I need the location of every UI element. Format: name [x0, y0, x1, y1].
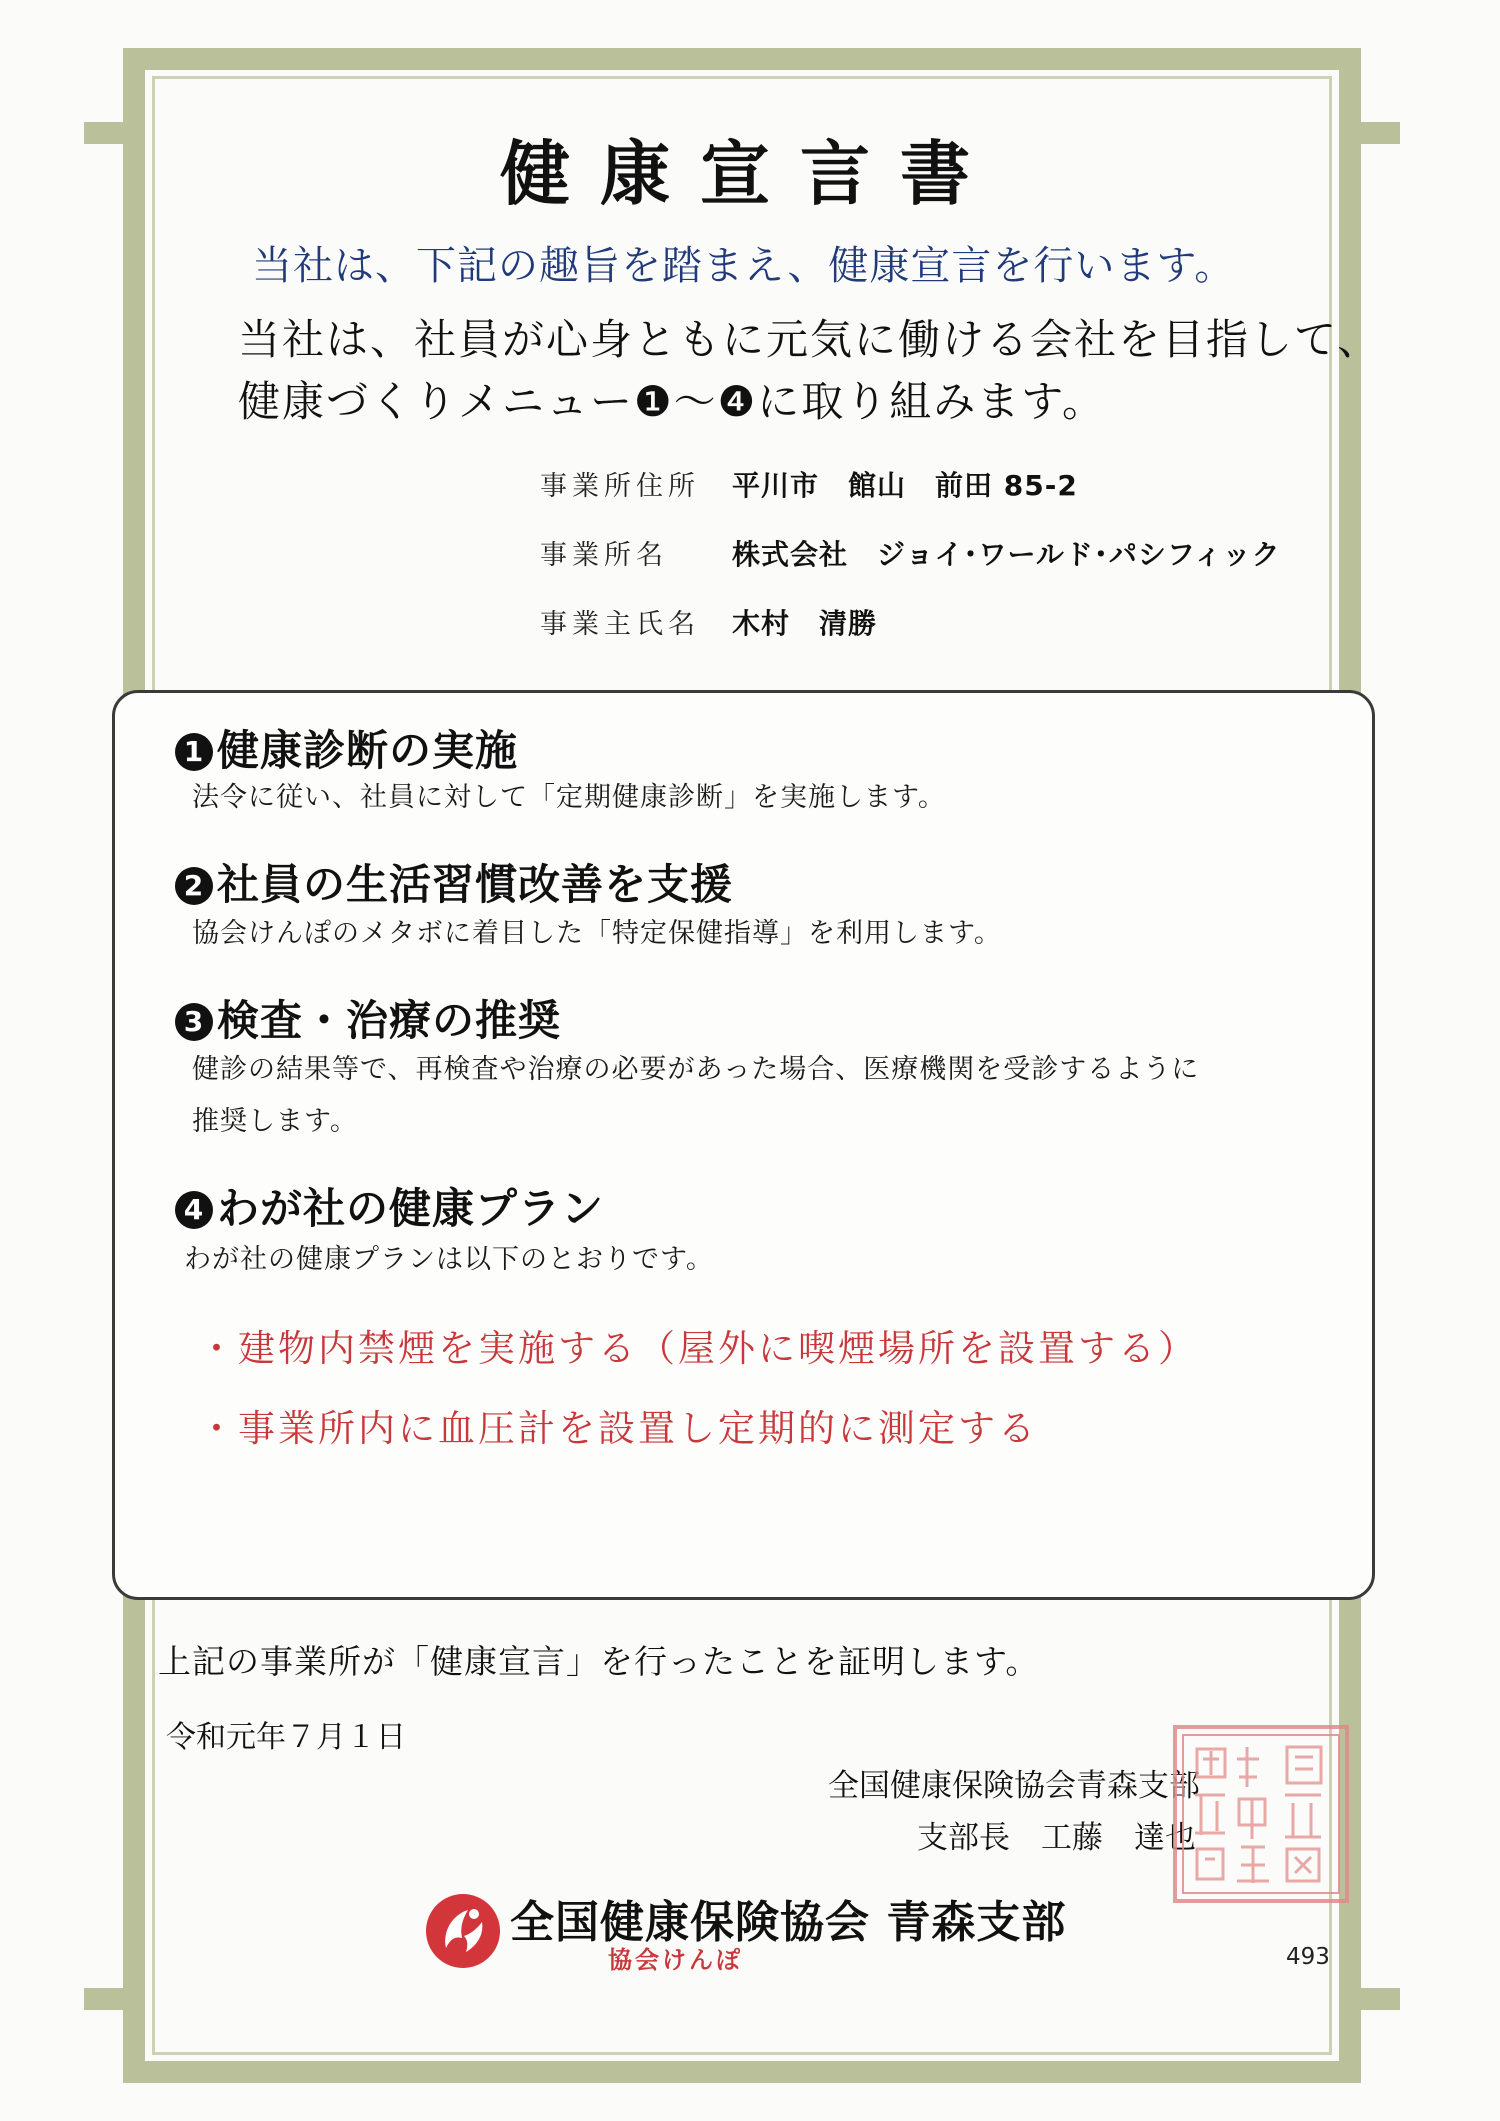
association-name: 全国健康保険協会青森支部 [828, 1768, 1200, 1804]
menu-heading-text: 健康診断の実施 [217, 726, 519, 775]
frame-corner [1340, 1988, 1400, 2010]
menu-heading-2 [175, 852, 733, 912]
description-line: 推奨します。 [192, 1106, 358, 1137]
info-row-address [540, 464, 1078, 504]
plan-item: ・事業所内に血圧計を設置し定期的に測定する [198, 1407, 1038, 1450]
intro-line: 当社は、社員が心身ともに元気に働ける会社を目指して、 [238, 315, 1382, 364]
plan-item: ・建物内禁煙を実施する（屋外に喫煙場所を設置する） [198, 1327, 1198, 1370]
menu-heading-1 [175, 718, 518, 778]
logo-text: 全国健康保険協会 青森支部 [510, 1897, 1067, 1948]
logo-subtext: 協会けんぽ [608, 1946, 743, 1974]
certification-text: 上記の事業所が「健康宣言」を行ったことを証明します。 [158, 1642, 1040, 1681]
menu-description-4 [184, 1234, 714, 1286]
official-seal-icon [1173, 1725, 1349, 1903]
intro-line: 健康づくりメニュー❶～❹に取り組みます。 [238, 377, 1106, 426]
number-badge: 4 [175, 1191, 213, 1229]
info-value: 木村 清勝 [732, 607, 878, 640]
number-badge: 3 [175, 1003, 213, 1041]
info-label: 事業所住所 [540, 471, 700, 502]
info-label: 事業主氏名 [540, 609, 700, 640]
menu-heading-4 [175, 1176, 604, 1236]
description-line: 健診の結果等で、再検査や治療の必要があった場合、医療機関を受診するように [192, 1054, 1200, 1085]
number-badge: 1 [175, 733, 213, 771]
menu-heading-text: 検査・治療の推奨 [217, 996, 562, 1045]
info-row-owner [540, 602, 877, 642]
document-subtitle: 当社は、下記の趣旨を踏まえ、健康宣言を行います。 [252, 243, 1236, 289]
branch-chief-name: 支部長 工藤 達也 [917, 1820, 1196, 1856]
menu-description-3 [192, 1044, 1199, 1148]
description-line: わが社の健康プランは以下のとおりです。 [184, 1244, 714, 1275]
intro-text [238, 309, 1381, 433]
page-number: 493 [1286, 1944, 1330, 1970]
menu-description-2 [192, 908, 1002, 960]
menu-description-1 [192, 772, 946, 824]
number-badge: 2 [175, 867, 213, 905]
frame-corner [84, 1988, 144, 2010]
info-row-company [540, 533, 1281, 573]
info-label: 事業所名 [540, 540, 668, 571]
menu-heading-text: わが社の健康プラン [217, 1184, 605, 1233]
info-value: 株式会社 ジョイ･ワールド･パシフィック [732, 538, 1281, 571]
kyokai-kenpo-logo-icon [424, 1892, 502, 1970]
info-value: 平川市 館山 前田 85-2 [732, 469, 1078, 502]
menu-heading-text: 社員の生活習慣改善を支援 [217, 860, 734, 909]
document-title: 健康宣言書 [500, 133, 1000, 215]
description-line: 法令に従い、社員に対して「定期健康診断」を実施します。 [192, 782, 946, 813]
issue-date: 令和元年７月１日 [166, 1720, 406, 1755]
description-line: 協会けんぽのメタボに着目した「特定保健指導」を利用します。 [192, 918, 1002, 949]
menu-heading-3 [175, 988, 561, 1048]
